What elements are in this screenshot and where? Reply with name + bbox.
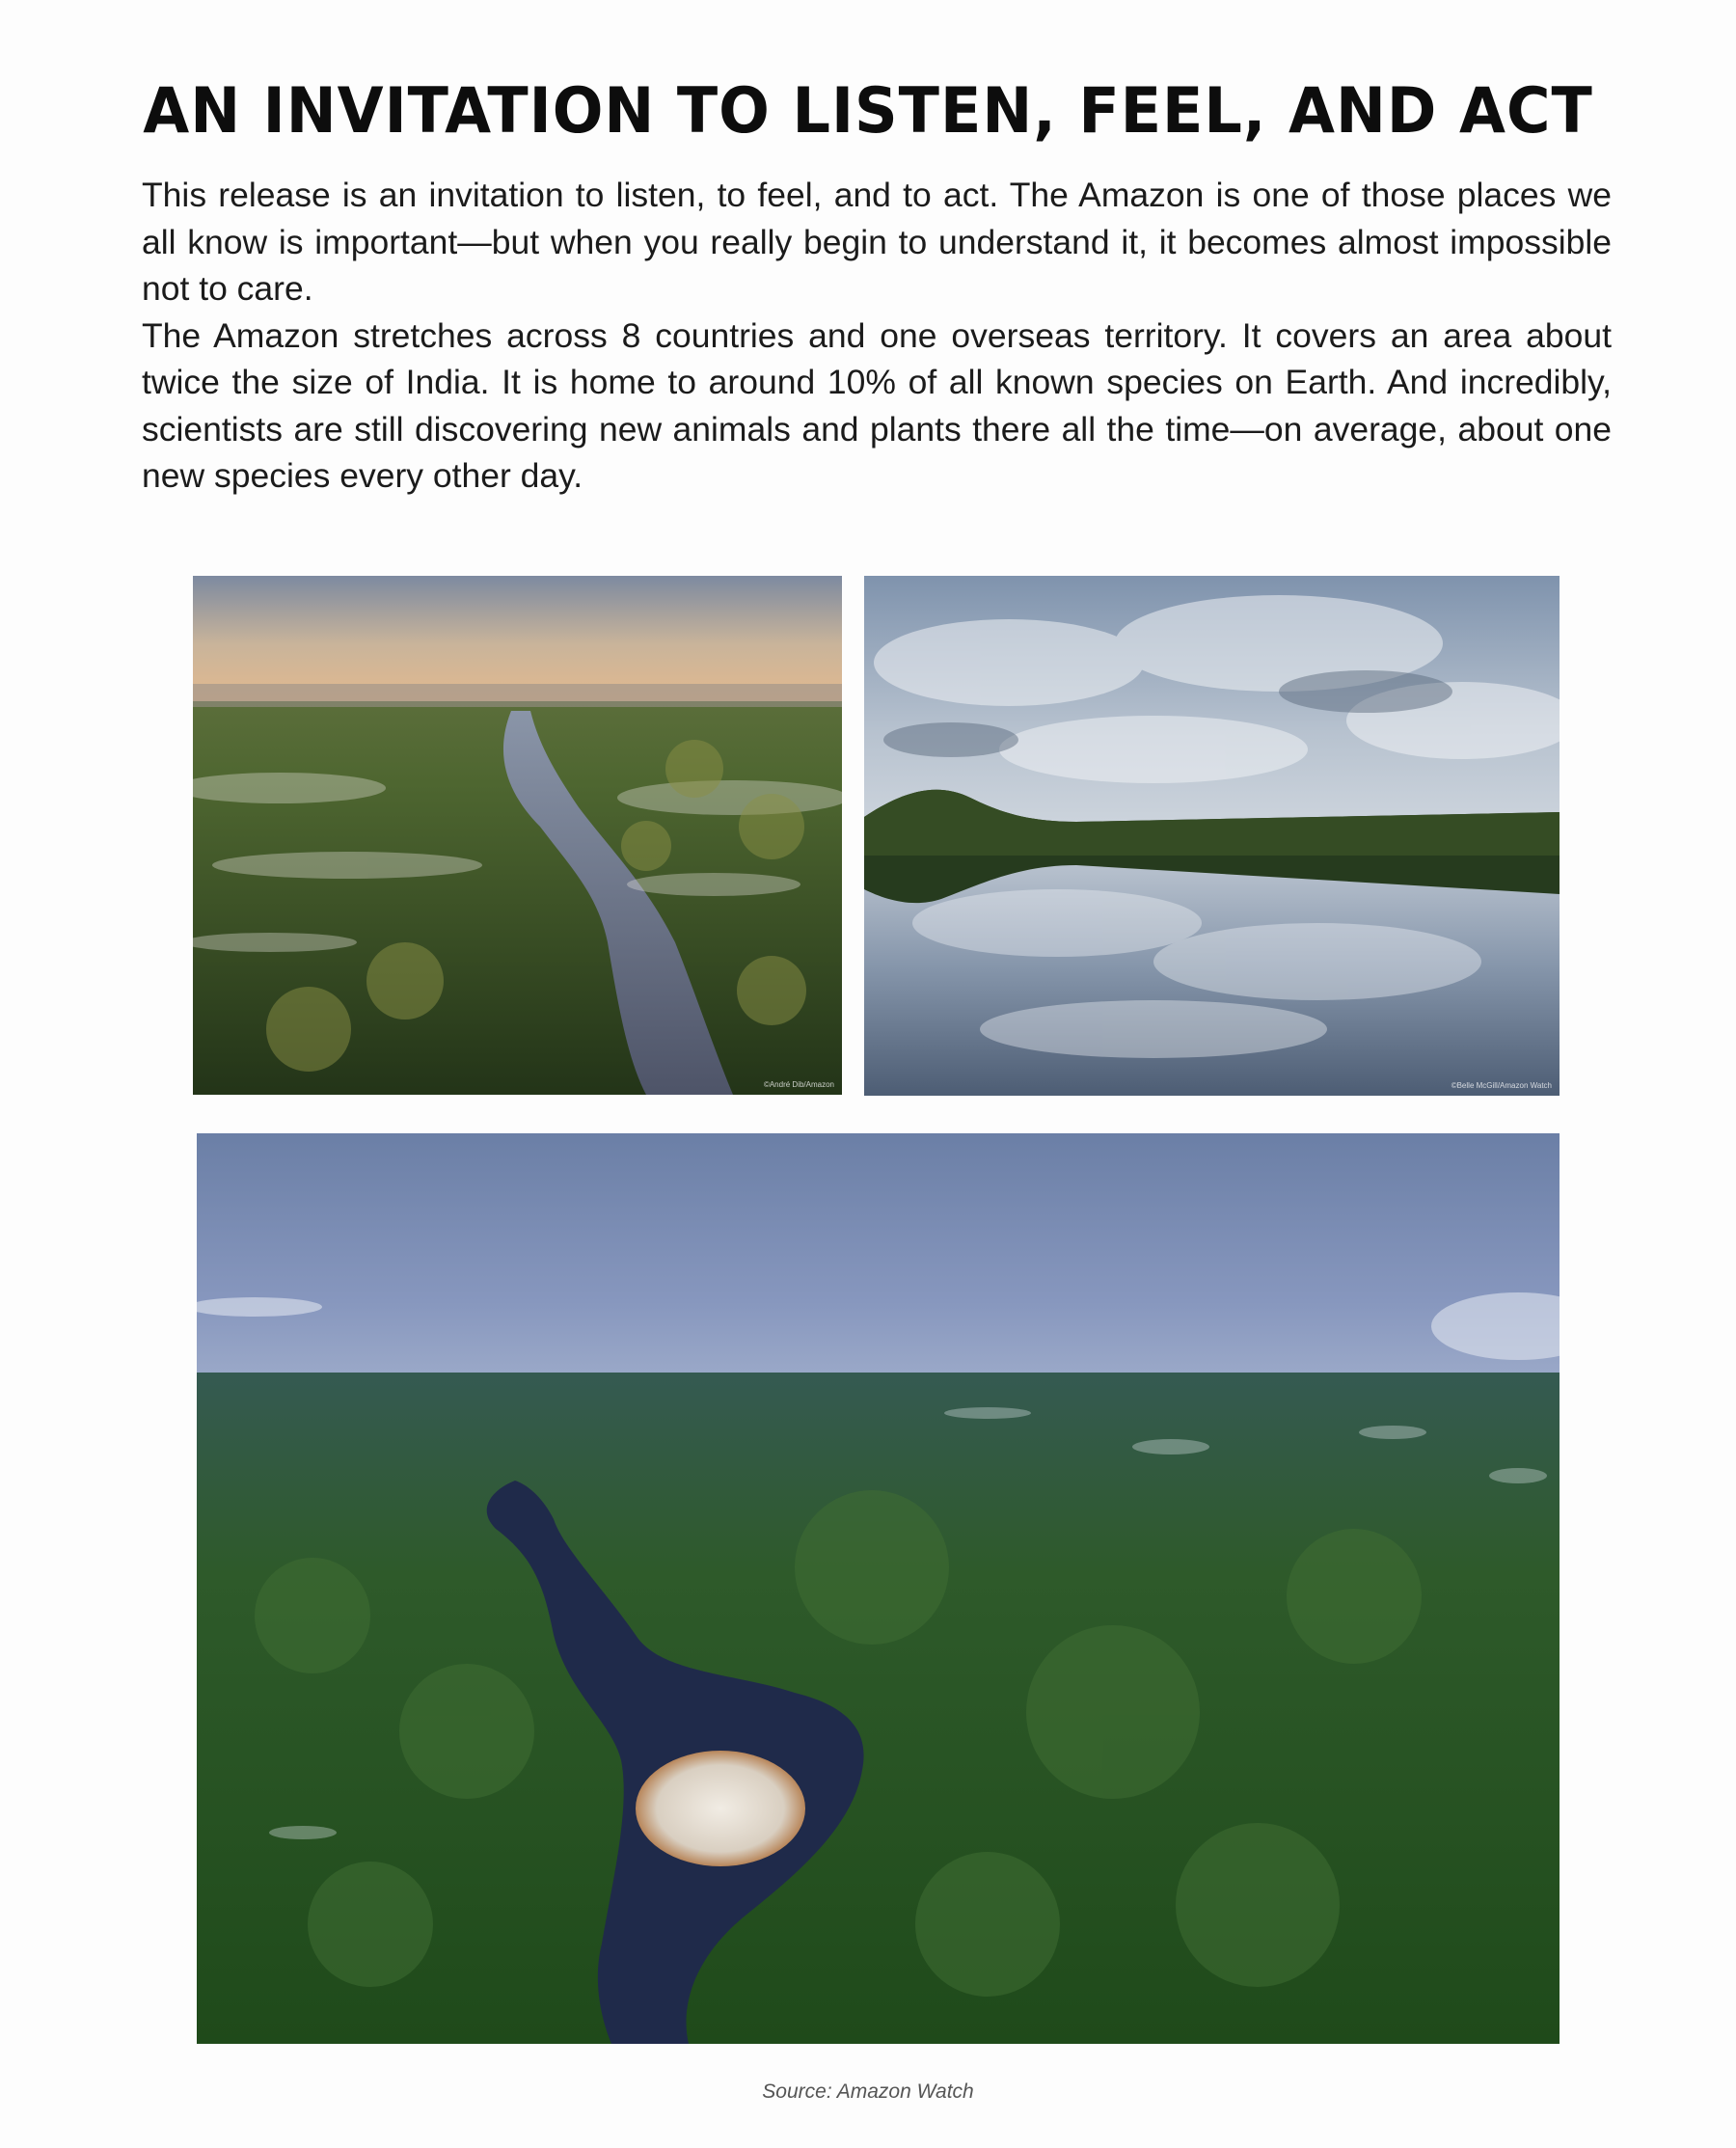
paragraph-1: This release is an invitation to listen, to feel, and to act. The Amazon is one of those places we all know is important—but when you really begin to understand it, it becomes almost impossible not to care. bbox=[142, 176, 1612, 308]
intro-text bbox=[142, 172, 1612, 500]
photo-river-sunrise bbox=[193, 576, 842, 1095]
photo-rainforest-river bbox=[197, 1133, 1560, 2044]
source-caption: Source: Amazon Watch bbox=[762, 2080, 974, 2103]
photo-river-reflection bbox=[864, 576, 1560, 1096]
page-title: AN INVITATION TO LISTEN, FEEL, AND ACT bbox=[143, 73, 1593, 148]
photo-credit: ©Belle McGill/Amazon Watch bbox=[1451, 1081, 1552, 1090]
photo-credit: ©André Dib/Amazon bbox=[763, 1080, 834, 1089]
paragraph-2: The Amazon stretches across 8 countries and one overseas territory. It covers an area about twice the size of India. It is home to around 10% of all known species on Earth. And incredibly, scientists are still discovering new animals and plants there all the time—on average, about one new species every other day. bbox=[142, 315, 1612, 495]
